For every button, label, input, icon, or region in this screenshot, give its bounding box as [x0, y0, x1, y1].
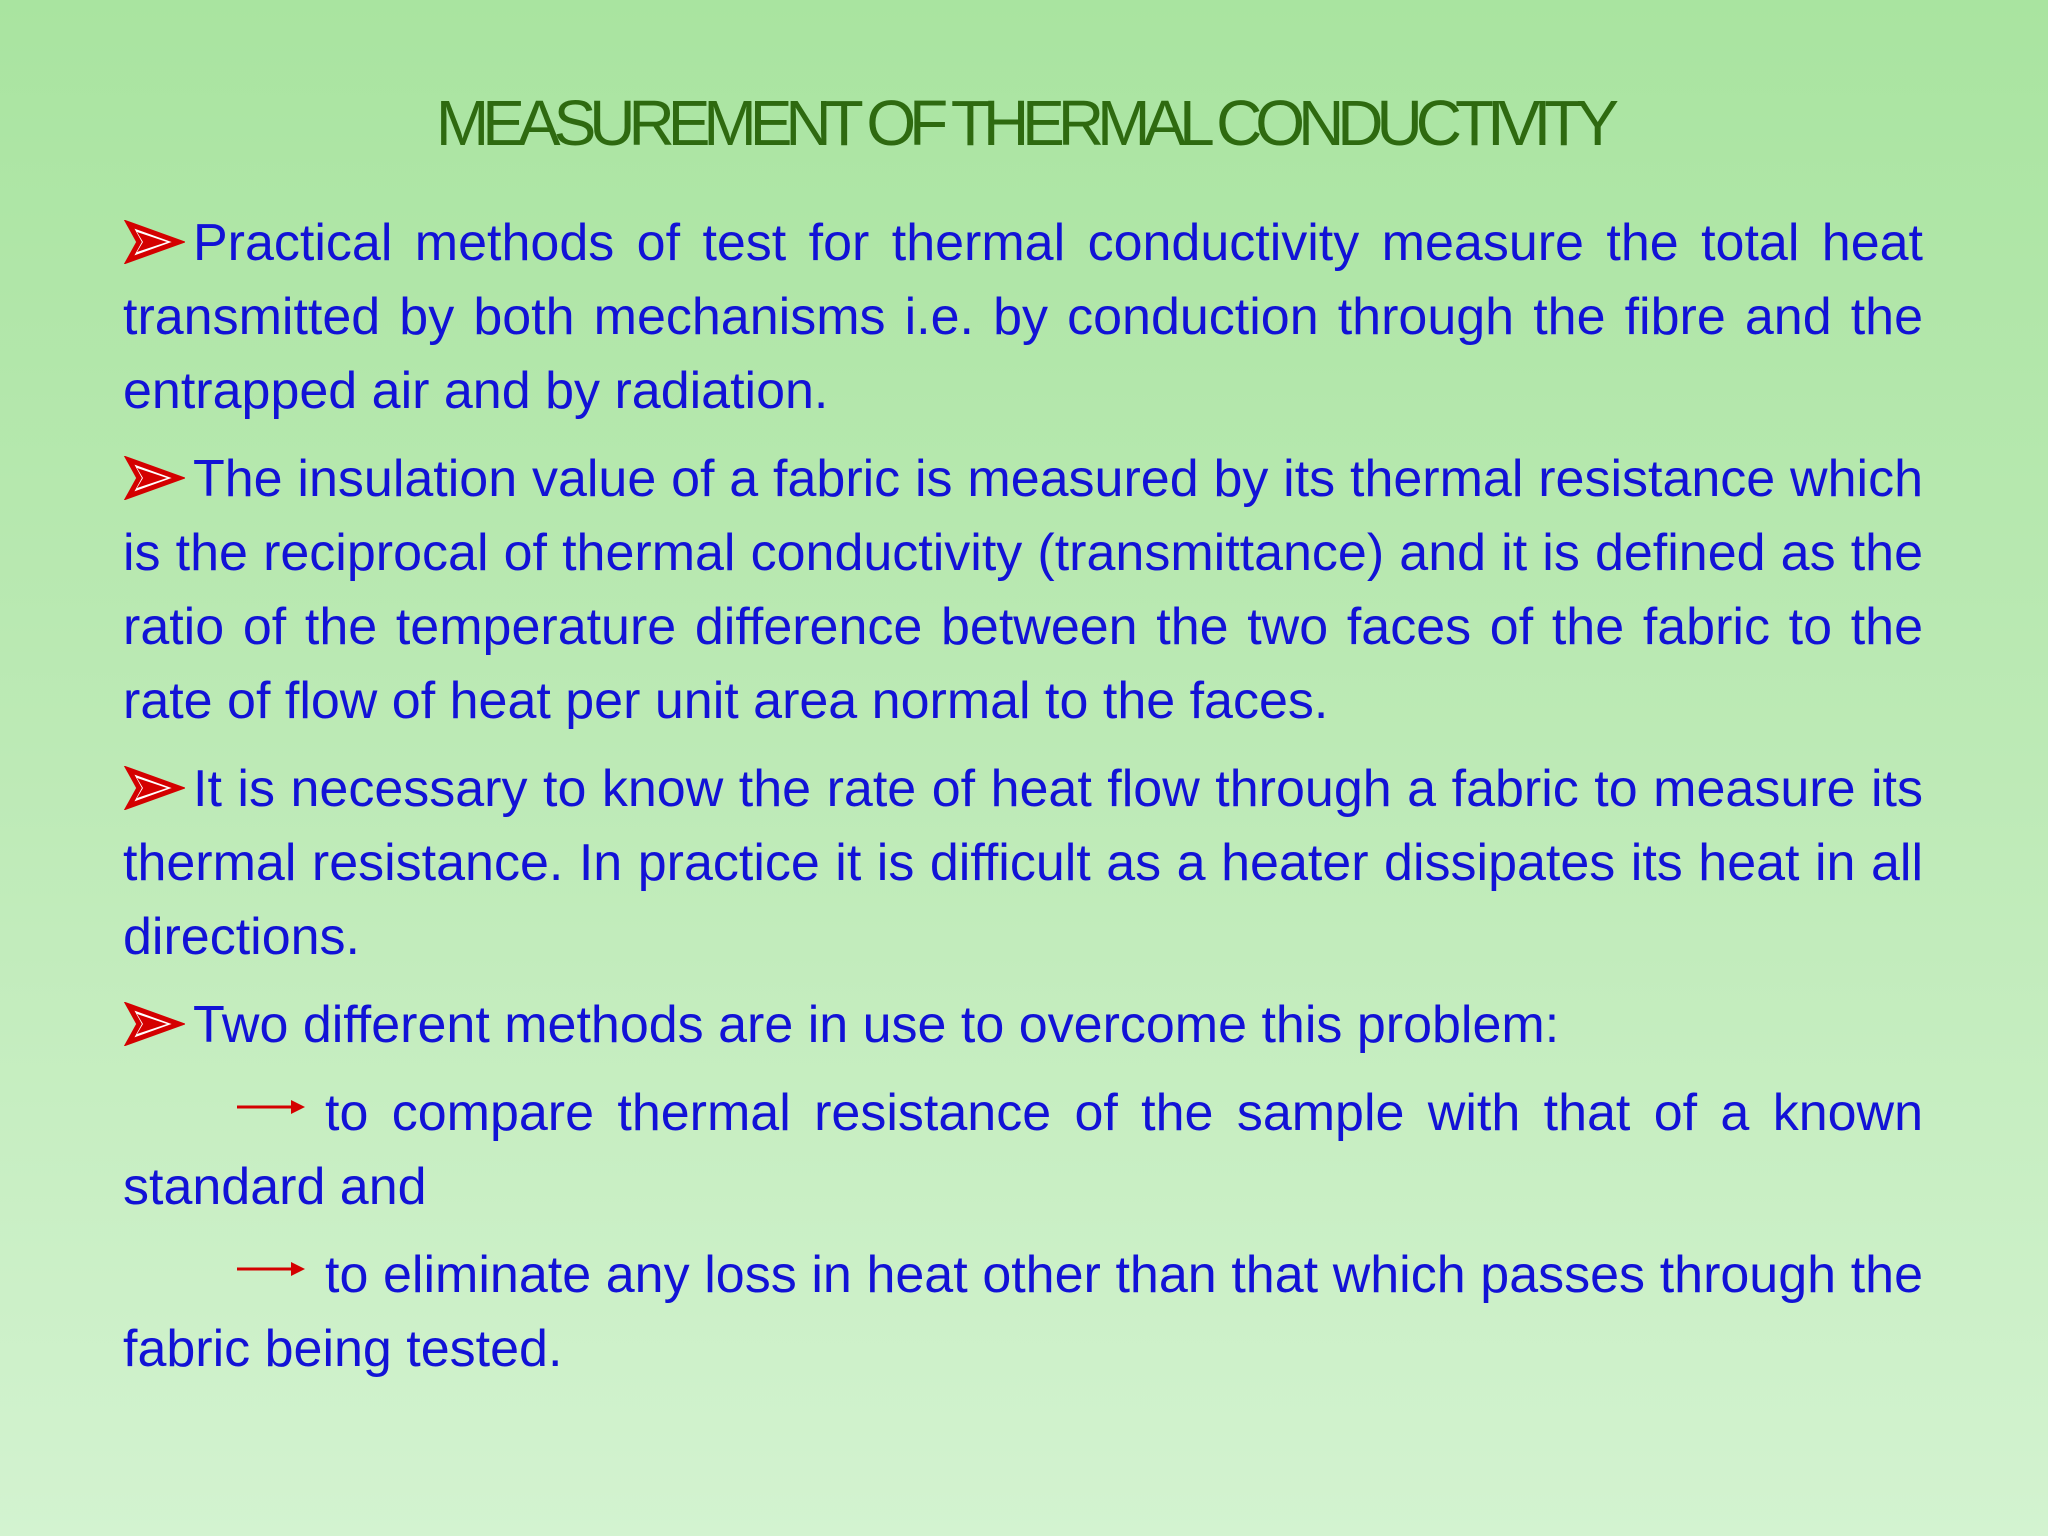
arrowhead-bullet-icon — [123, 766, 185, 810]
bullet-item — [123, 988, 1923, 1062]
arrowhead-bullet-icon — [123, 220, 185, 264]
right-arrow-icon — [235, 1254, 307, 1284]
bullet-item — [123, 442, 1923, 738]
sub-item-text: to compare thermal resistance of the sample with that of a known standard and — [123, 1084, 1923, 1216]
slide-body — [123, 206, 1923, 1400]
arrowhead-bullet-icon — [123, 456, 185, 500]
bullet-text: The insulation value of a fabric is measured by its thermal resistance which is the reciprocal of thermal conductivity (transmittance) and it is defined as the ratio of the temperature difference between the two faces of the fabric to the rate of flow of heat per unit area normal to the faces. — [123, 450, 1923, 730]
bullet-item — [123, 206, 1923, 428]
bullet-item — [123, 752, 1923, 974]
sub-item — [123, 1076, 1923, 1224]
right-arrow-icon — [235, 1092, 307, 1122]
slide-title: MEASUREMENT OF THERMAL CONDUCTIVITY — [435, 87, 1613, 159]
sub-item — [123, 1238, 1923, 1386]
bullet-text: It is necessary to know the rate of heat flow through a fabric to measure its thermal resistance. In practice it is difficult as a heater dissipates its heat in all directions. — [123, 760, 1923, 966]
bullet-text: Practical methods of test for thermal conductivity measure the total heat transmitted by both mechanisms i.e. by conduction through the fibre and the entrapped air and by radiation. — [123, 214, 1923, 420]
sub-item-text: to eliminate any loss in heat other than that which passes through the fabric being tested. — [123, 1246, 1923, 1378]
bullet-text: Two different methods are in use to overcome this problem: — [193, 996, 1560, 1054]
arrowhead-bullet-icon — [123, 1002, 185, 1046]
